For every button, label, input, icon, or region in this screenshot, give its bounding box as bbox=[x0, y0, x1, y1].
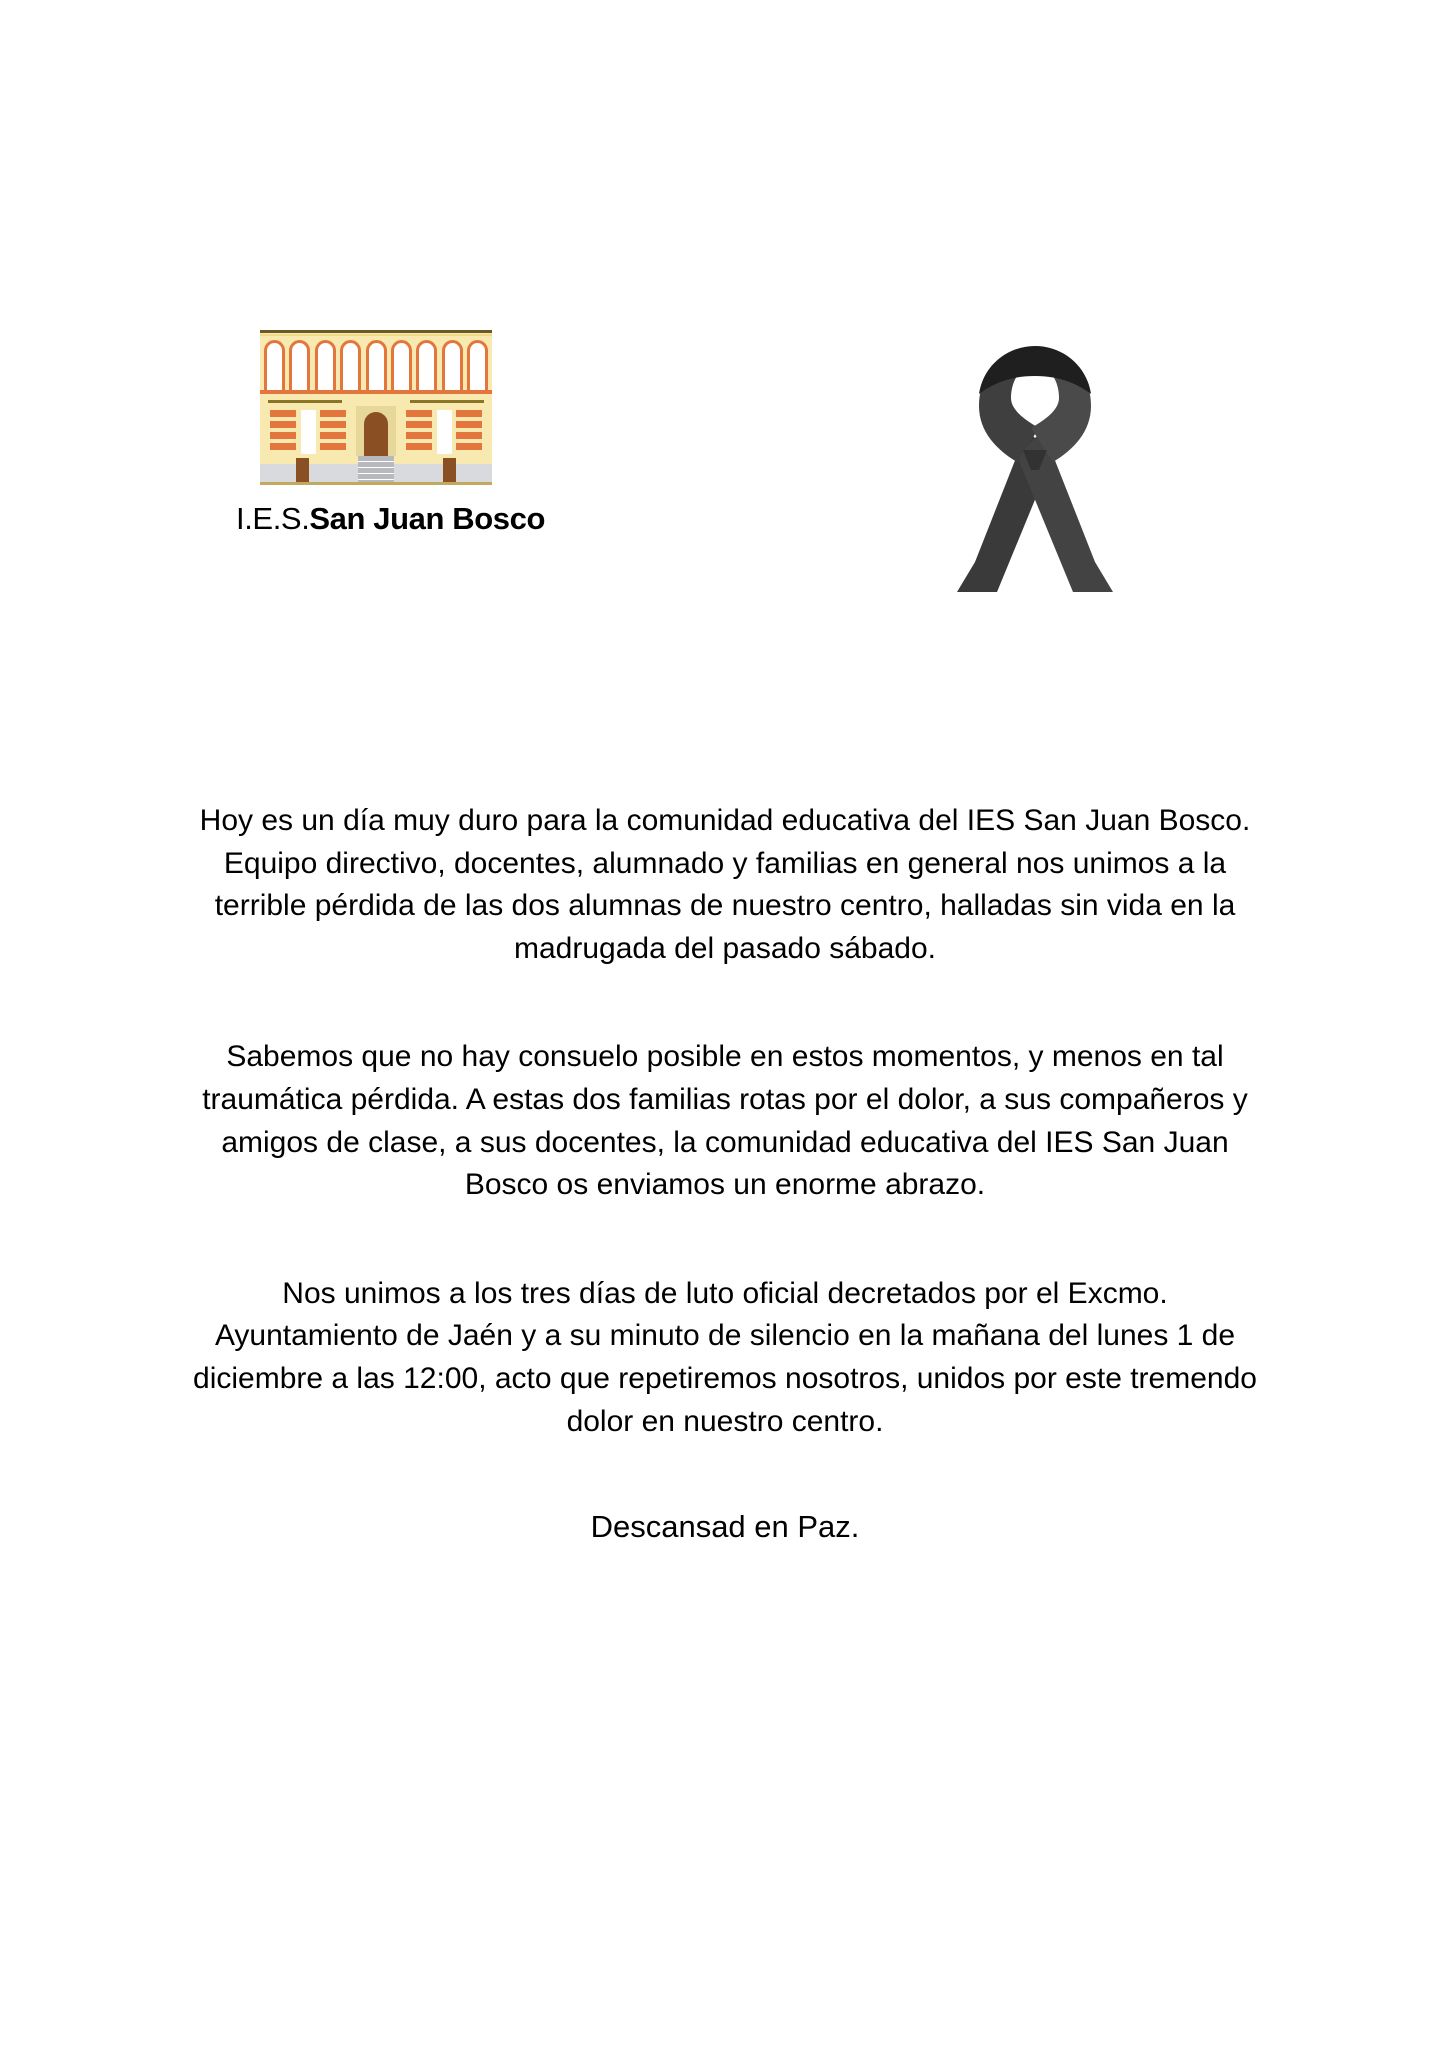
arched-door-icon bbox=[364, 412, 388, 456]
brick bbox=[320, 421, 346, 428]
logo-wordmark bbox=[236, 503, 566, 534]
message-paragraph-2: Sabemos que no hay consuelo posible en estos momentos, y menos en tal traumática pérdida. A estas dos familias rotas por el dolor, a sus compañeros y amigos de clase, a sus docentes, la comunidad educativa del IES San Juan Bosco os enviamos un enorme abrazo. bbox=[202, 1040, 1248, 1202]
brick bbox=[406, 432, 432, 439]
mid-cornice-right bbox=[410, 400, 484, 403]
arcade-arch bbox=[391, 340, 412, 390]
window-group-left bbox=[270, 410, 346, 456]
brick bbox=[320, 443, 346, 450]
brick bbox=[406, 410, 432, 417]
brick bbox=[270, 443, 296, 450]
brick-column-left bbox=[406, 410, 432, 450]
brick bbox=[270, 421, 296, 428]
brick-column-right bbox=[456, 410, 482, 450]
brick bbox=[270, 432, 296, 439]
arcade-arch bbox=[340, 340, 361, 390]
arcade-row bbox=[260, 340, 492, 392]
mid-cornice-left bbox=[268, 400, 342, 403]
school-logo bbox=[236, 330, 566, 534]
brick bbox=[320, 432, 346, 439]
brick bbox=[456, 443, 482, 450]
arcade-arch bbox=[366, 340, 387, 390]
window-pane bbox=[301, 410, 316, 454]
message-paragraph-1: Hoy es un día muy duro para la comunidad educativa del IES San Juan Bosco. Equipo directivo, docentes, alumnado y familias en general nos unimos a la terrible pérdida de las dos alumnas de nuestro centro, halladas sin vida en la madrugada del pasado sábado. bbox=[199, 804, 1251, 965]
brick bbox=[406, 443, 432, 450]
logo-wordmark-name: San Juan Bosco bbox=[309, 501, 545, 536]
window-pane bbox=[437, 410, 452, 454]
brick bbox=[456, 421, 482, 428]
bollard-left bbox=[296, 458, 309, 485]
arcade-arch bbox=[416, 340, 437, 390]
brick bbox=[456, 410, 482, 417]
ground-base-line bbox=[260, 482, 492, 485]
cornice-line-top-secondary bbox=[260, 334, 492, 336]
window-group-right bbox=[406, 410, 482, 456]
entrance-steps bbox=[358, 456, 394, 485]
brick bbox=[456, 432, 482, 439]
arcade-arch bbox=[315, 340, 336, 390]
brick bbox=[320, 410, 346, 417]
header-zone bbox=[0, 0, 1449, 640]
brick bbox=[406, 421, 432, 428]
step-line bbox=[358, 473, 394, 474]
step-line bbox=[358, 461, 394, 462]
brick-column-left bbox=[270, 410, 296, 450]
arcade-arch bbox=[289, 340, 310, 390]
bollard-right bbox=[443, 458, 456, 485]
message-closing: Descansad en Paz. bbox=[590, 1509, 860, 1545]
arcade-base-line bbox=[260, 390, 492, 394]
brick-column-right bbox=[320, 410, 346, 450]
cornice-line-top bbox=[260, 330, 492, 333]
message-paragraph-3: Nos unimos a los tres días de luto oficial decretados por el Excmo. Ayuntamiento de Jaén y a su minuto de silencio en la mañana del lunes 1 de diciembre a las 12:00, acto que repetiremos nosotros, unidos por este tremendo dolor en nuestro centro. bbox=[193, 1276, 1257, 1438]
logo-wordmark-prefix: I.E.S. bbox=[236, 501, 310, 536]
message-body bbox=[190, 800, 1260, 1549]
step-line bbox=[358, 479, 394, 480]
mourning-ribbon-icon bbox=[935, 310, 1135, 600]
brick bbox=[270, 410, 296, 417]
arcade-arch bbox=[442, 340, 463, 390]
arcade-arch bbox=[264, 340, 285, 390]
step-line bbox=[358, 467, 394, 468]
school-building-icon bbox=[260, 330, 492, 485]
arcade-arch bbox=[467, 340, 488, 390]
